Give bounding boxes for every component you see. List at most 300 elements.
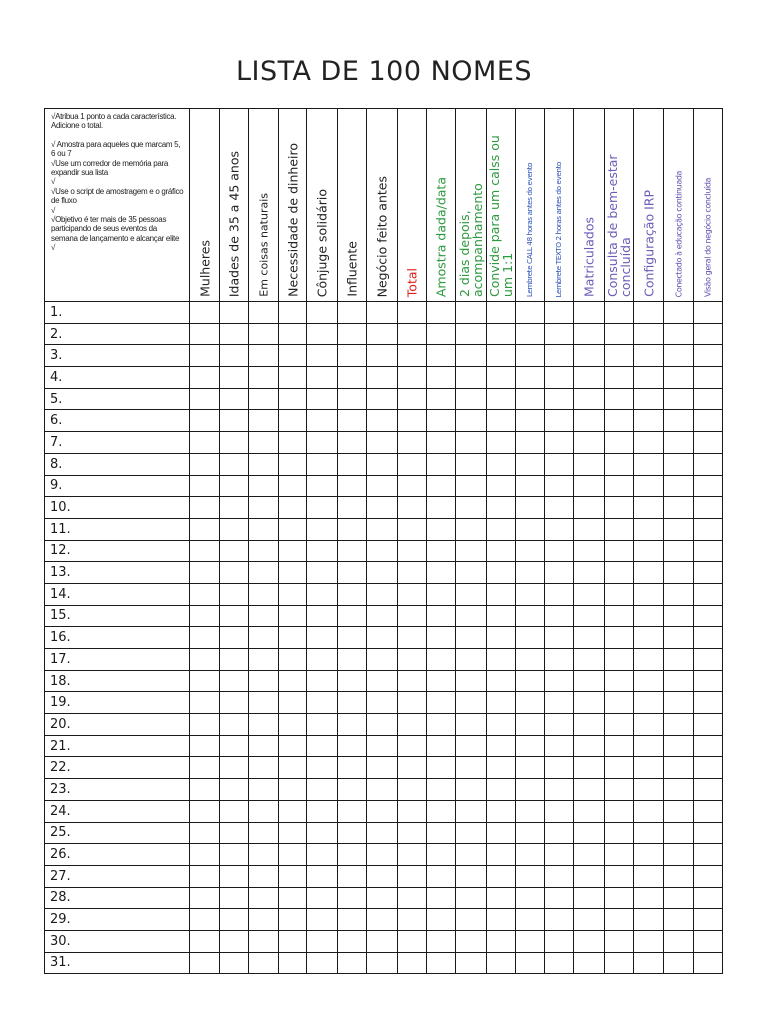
checkbox-cell[interactable]: [307, 605, 338, 627]
checkbox-cell[interactable]: [605, 518, 634, 540]
checkbox-cell[interactable]: [574, 453, 605, 475]
checkbox-cell[interactable]: [427, 735, 456, 757]
checkbox-cell[interactable]: [220, 844, 249, 866]
checkbox-cell[interactable]: [516, 367, 545, 389]
checkbox-cell[interactable]: [279, 302, 307, 324]
checkbox-cell[interactable]: [694, 518, 723, 540]
row-number-cell[interactable]: 29.: [45, 909, 190, 931]
checkbox-cell[interactable]: [279, 844, 307, 866]
row-number-cell[interactable]: 4.: [45, 367, 190, 389]
checkbox-cell[interactable]: [190, 518, 220, 540]
checkbox-cell[interactable]: [634, 518, 664, 540]
checkbox-cell[interactable]: [249, 562, 279, 584]
checkbox-cell[interactable]: [307, 865, 338, 887]
checkbox-cell[interactable]: [367, 367, 398, 389]
checkbox-cell[interactable]: [516, 800, 545, 822]
checkbox-cell[interactable]: [456, 800, 487, 822]
checkbox-cell[interactable]: [516, 540, 545, 562]
checkbox-cell[interactable]: [367, 887, 398, 909]
checkbox-cell[interactable]: [574, 887, 605, 909]
checkbox-cell[interactable]: [307, 345, 338, 367]
checkbox-cell[interactable]: [427, 670, 456, 692]
checkbox-cell[interactable]: [338, 497, 367, 519]
checkbox-cell[interactable]: [574, 302, 605, 324]
checkbox-cell[interactable]: [220, 562, 249, 584]
checkbox-cell[interactable]: [487, 909, 516, 931]
checkbox-cell[interactable]: [456, 367, 487, 389]
checkbox-cell[interactable]: [338, 562, 367, 584]
checkbox-cell[interactable]: [545, 302, 574, 324]
checkbox-cell[interactable]: [605, 887, 634, 909]
checkbox-cell[interactable]: [338, 887, 367, 909]
checkbox-cell[interactable]: [574, 800, 605, 822]
checkbox-cell[interactable]: [605, 930, 634, 952]
checkbox-cell[interactable]: [574, 779, 605, 801]
checkbox-cell[interactable]: [574, 562, 605, 584]
checkbox-cell[interactable]: [279, 497, 307, 519]
checkbox-cell[interactable]: [487, 735, 516, 757]
checkbox-cell[interactable]: [190, 302, 220, 324]
checkbox-cell[interactable]: [398, 822, 427, 844]
checkbox-cell[interactable]: [694, 670, 723, 692]
checkbox-cell[interactable]: [338, 518, 367, 540]
checkbox-cell[interactable]: [338, 909, 367, 931]
checkbox-cell[interactable]: [664, 887, 694, 909]
checkbox-cell[interactable]: [279, 692, 307, 714]
checkbox-cell[interactable]: [694, 735, 723, 757]
checkbox-cell[interactable]: [694, 497, 723, 519]
checkbox-cell[interactable]: [456, 844, 487, 866]
checkbox-cell[interactable]: [367, 540, 398, 562]
checkbox-cell[interactable]: [220, 670, 249, 692]
checkbox-cell[interactable]: [634, 605, 664, 627]
checkbox-cell[interactable]: [574, 432, 605, 454]
checkbox-cell[interactable]: [427, 757, 456, 779]
checkbox-cell[interactable]: [338, 605, 367, 627]
checkbox-cell[interactable]: [307, 822, 338, 844]
checkbox-cell[interactable]: [279, 540, 307, 562]
checkbox-cell[interactable]: [367, 865, 398, 887]
checkbox-cell[interactable]: [634, 952, 664, 974]
checkbox-cell[interactable]: [338, 865, 367, 887]
checkbox-cell[interactable]: [398, 757, 427, 779]
checkbox-cell[interactable]: [694, 930, 723, 952]
checkbox-cell[interactable]: [545, 909, 574, 931]
checkbox-cell[interactable]: [487, 714, 516, 736]
checkbox-cell[interactable]: [605, 345, 634, 367]
checkbox-cell[interactable]: [487, 692, 516, 714]
checkbox-cell[interactable]: [574, 952, 605, 974]
checkbox-cell[interactable]: [220, 649, 249, 671]
checkbox-cell[interactable]: [249, 367, 279, 389]
checkbox-cell[interactable]: [338, 930, 367, 952]
checkbox-cell[interactable]: [249, 432, 279, 454]
checkbox-cell[interactable]: [694, 887, 723, 909]
checkbox-cell[interactable]: [427, 649, 456, 671]
checkbox-cell[interactable]: [427, 518, 456, 540]
checkbox-cell[interactable]: [190, 323, 220, 345]
checkbox-cell[interactable]: [338, 714, 367, 736]
checkbox-cell[interactable]: [605, 583, 634, 605]
checkbox-cell[interactable]: [634, 627, 664, 649]
checkbox-cell[interactable]: [634, 497, 664, 519]
checkbox-cell[interactable]: [574, 909, 605, 931]
checkbox-cell[interactable]: [367, 909, 398, 931]
checkbox-cell[interactable]: [664, 345, 694, 367]
checkbox-cell[interactable]: [279, 800, 307, 822]
checkbox-cell[interactable]: [487, 887, 516, 909]
checkbox-cell[interactable]: [456, 453, 487, 475]
checkbox-cell[interactable]: [307, 302, 338, 324]
checkbox-cell[interactable]: [456, 410, 487, 432]
checkbox-cell[interactable]: [279, 453, 307, 475]
checkbox-cell[interactable]: [664, 844, 694, 866]
checkbox-cell[interactable]: [545, 475, 574, 497]
checkbox-cell[interactable]: [279, 583, 307, 605]
checkbox-cell[interactable]: [398, 410, 427, 432]
checkbox-cell[interactable]: [398, 323, 427, 345]
checkbox-cell[interactable]: [367, 822, 398, 844]
checkbox-cell[interactable]: [220, 627, 249, 649]
checkbox-cell[interactable]: [634, 692, 664, 714]
checkbox-cell[interactable]: [249, 735, 279, 757]
checkbox-cell[interactable]: [249, 388, 279, 410]
checkbox-cell[interactable]: [307, 323, 338, 345]
checkbox-cell[interactable]: [249, 909, 279, 931]
checkbox-cell[interactable]: [190, 367, 220, 389]
checkbox-cell[interactable]: [249, 800, 279, 822]
checkbox-cell[interactable]: [605, 323, 634, 345]
checkbox-cell[interactable]: [574, 692, 605, 714]
row-number-cell[interactable]: 10.: [45, 497, 190, 519]
checkbox-cell[interactable]: [545, 692, 574, 714]
checkbox-cell[interactable]: [279, 909, 307, 931]
checkbox-cell[interactable]: [367, 714, 398, 736]
checkbox-cell[interactable]: [220, 367, 249, 389]
checkbox-cell[interactable]: [279, 649, 307, 671]
checkbox-cell[interactable]: [574, 497, 605, 519]
checkbox-cell[interactable]: [487, 865, 516, 887]
checkbox-cell[interactable]: [634, 432, 664, 454]
checkbox-cell[interactable]: [190, 649, 220, 671]
checkbox-cell[interactable]: [249, 583, 279, 605]
checkbox-cell[interactable]: [574, 388, 605, 410]
checkbox-cell[interactable]: [634, 887, 664, 909]
checkbox-cell[interactable]: [398, 345, 427, 367]
checkbox-cell[interactable]: [456, 497, 487, 519]
checkbox-cell[interactable]: [545, 735, 574, 757]
checkbox-cell[interactable]: [545, 822, 574, 844]
checkbox-cell[interactable]: [545, 583, 574, 605]
checkbox-cell[interactable]: [605, 844, 634, 866]
checkbox-cell[interactable]: [307, 692, 338, 714]
checkbox-cell[interactable]: [398, 605, 427, 627]
checkbox-cell[interactable]: [398, 518, 427, 540]
checkbox-cell[interactable]: [516, 714, 545, 736]
checkbox-cell[interactable]: [279, 518, 307, 540]
checkbox-cell[interactable]: [634, 909, 664, 931]
checkbox-cell[interactable]: [574, 367, 605, 389]
checkbox-cell[interactable]: [190, 627, 220, 649]
checkbox-cell[interactable]: [605, 410, 634, 432]
checkbox-cell[interactable]: [664, 605, 694, 627]
checkbox-cell[interactable]: [694, 865, 723, 887]
row-number-cell[interactable]: 5.: [45, 388, 190, 410]
checkbox-cell[interactable]: [190, 887, 220, 909]
checkbox-cell[interactable]: [249, 887, 279, 909]
checkbox-cell[interactable]: [487, 822, 516, 844]
checkbox-cell[interactable]: [190, 909, 220, 931]
checkbox-cell[interactable]: [545, 714, 574, 736]
checkbox-cell[interactable]: [249, 475, 279, 497]
checkbox-cell[interactable]: [367, 952, 398, 974]
checkbox-cell[interactable]: [338, 432, 367, 454]
checkbox-cell[interactable]: [456, 583, 487, 605]
checkbox-cell[interactable]: [427, 367, 456, 389]
checkbox-cell[interactable]: [605, 302, 634, 324]
checkbox-cell[interactable]: [456, 649, 487, 671]
checkbox-cell[interactable]: [398, 670, 427, 692]
checkbox-cell[interactable]: [574, 865, 605, 887]
checkbox-cell[interactable]: [545, 844, 574, 866]
checkbox-cell[interactable]: [516, 323, 545, 345]
checkbox-cell[interactable]: [694, 779, 723, 801]
checkbox-cell[interactable]: [516, 930, 545, 952]
checkbox-cell[interactable]: [634, 323, 664, 345]
checkbox-cell[interactable]: [249, 692, 279, 714]
checkbox-cell[interactable]: [367, 410, 398, 432]
checkbox-cell[interactable]: [279, 410, 307, 432]
checkbox-cell[interactable]: [190, 562, 220, 584]
checkbox-cell[interactable]: [398, 583, 427, 605]
checkbox-cell[interactable]: [664, 909, 694, 931]
checkbox-cell[interactable]: [367, 670, 398, 692]
checkbox-cell[interactable]: [574, 627, 605, 649]
checkbox-cell[interactable]: [516, 627, 545, 649]
checkbox-cell[interactable]: [367, 779, 398, 801]
checkbox-cell[interactable]: [338, 649, 367, 671]
row-number-cell[interactable]: 12.: [45, 540, 190, 562]
checkbox-cell[interactable]: [574, 649, 605, 671]
checkbox-cell[interactable]: [220, 605, 249, 627]
checkbox-cell[interactable]: [516, 453, 545, 475]
checkbox-cell[interactable]: [487, 930, 516, 952]
checkbox-cell[interactable]: [574, 605, 605, 627]
checkbox-cell[interactable]: [190, 930, 220, 952]
checkbox-cell[interactable]: [456, 952, 487, 974]
checkbox-cell[interactable]: [190, 432, 220, 454]
checkbox-cell[interactable]: [516, 735, 545, 757]
checkbox-cell[interactable]: [574, 844, 605, 866]
checkbox-cell[interactable]: [664, 714, 694, 736]
checkbox-cell[interactable]: [398, 865, 427, 887]
checkbox-cell[interactable]: [190, 757, 220, 779]
checkbox-cell[interactable]: [190, 475, 220, 497]
checkbox-cell[interactable]: [545, 453, 574, 475]
checkbox-cell[interactable]: [307, 887, 338, 909]
checkbox-cell[interactable]: [307, 757, 338, 779]
checkbox-cell[interactable]: [545, 497, 574, 519]
checkbox-cell[interactable]: [338, 670, 367, 692]
checkbox-cell[interactable]: [664, 779, 694, 801]
checkbox-cell[interactable]: [664, 302, 694, 324]
checkbox-cell[interactable]: [367, 345, 398, 367]
checkbox-cell[interactable]: [279, 735, 307, 757]
checkbox-cell[interactable]: [456, 627, 487, 649]
checkbox-cell[interactable]: [545, 670, 574, 692]
checkbox-cell[interactable]: [634, 844, 664, 866]
checkbox-cell[interactable]: [190, 388, 220, 410]
checkbox-cell[interactable]: [456, 302, 487, 324]
checkbox-cell[interactable]: [487, 540, 516, 562]
checkbox-cell[interactable]: [487, 388, 516, 410]
checkbox-cell[interactable]: [190, 453, 220, 475]
checkbox-cell[interactable]: [456, 887, 487, 909]
checkbox-cell[interactable]: [220, 714, 249, 736]
checkbox-cell[interactable]: [664, 583, 694, 605]
checkbox-cell[interactable]: [694, 800, 723, 822]
checkbox-cell[interactable]: [634, 302, 664, 324]
checkbox-cell[interactable]: [694, 367, 723, 389]
checkbox-cell[interactable]: [634, 345, 664, 367]
checkbox-cell[interactable]: [220, 887, 249, 909]
checkbox-cell[interactable]: [398, 562, 427, 584]
checkbox-cell[interactable]: [220, 453, 249, 475]
checkbox-cell[interactable]: [249, 822, 279, 844]
checkbox-cell[interactable]: [307, 562, 338, 584]
checkbox-cell[interactable]: [279, 930, 307, 952]
checkbox-cell[interactable]: [367, 627, 398, 649]
checkbox-cell[interactable]: [398, 367, 427, 389]
checkbox-cell[interactable]: [220, 952, 249, 974]
checkbox-cell[interactable]: [338, 844, 367, 866]
checkbox-cell[interactable]: [190, 735, 220, 757]
checkbox-cell[interactable]: [338, 323, 367, 345]
checkbox-cell[interactable]: [427, 714, 456, 736]
checkbox-cell[interactable]: [545, 518, 574, 540]
checkbox-cell[interactable]: [279, 865, 307, 887]
checkbox-cell[interactable]: [398, 887, 427, 909]
checkbox-cell[interactable]: [279, 757, 307, 779]
checkbox-cell[interactable]: [456, 909, 487, 931]
checkbox-cell[interactable]: [279, 627, 307, 649]
checkbox-cell[interactable]: [398, 692, 427, 714]
checkbox-cell[interactable]: [545, 800, 574, 822]
checkbox-cell[interactable]: [338, 453, 367, 475]
checkbox-cell[interactable]: [307, 735, 338, 757]
checkbox-cell[interactable]: [634, 714, 664, 736]
row-number-cell[interactable]: 6.: [45, 410, 190, 432]
checkbox-cell[interactable]: [456, 735, 487, 757]
checkbox-cell[interactable]: [694, 302, 723, 324]
checkbox-cell[interactable]: [249, 497, 279, 519]
checkbox-cell[interactable]: [398, 714, 427, 736]
checkbox-cell[interactable]: [516, 345, 545, 367]
row-number-cell[interactable]: 9.: [45, 475, 190, 497]
checkbox-cell[interactable]: [307, 388, 338, 410]
checkbox-cell[interactable]: [634, 649, 664, 671]
checkbox-cell[interactable]: [545, 367, 574, 389]
checkbox-cell[interactable]: [249, 930, 279, 952]
checkbox-cell[interactable]: [516, 410, 545, 432]
checkbox-cell[interactable]: [516, 649, 545, 671]
checkbox-cell[interactable]: [456, 562, 487, 584]
checkbox-cell[interactable]: [190, 605, 220, 627]
row-number-cell[interactable]: 15.: [45, 605, 190, 627]
checkbox-cell[interactable]: [605, 605, 634, 627]
checkbox-cell[interactable]: [338, 800, 367, 822]
checkbox-cell[interactable]: [249, 649, 279, 671]
row-number-cell[interactable]: 3.: [45, 345, 190, 367]
checkbox-cell[interactable]: [398, 540, 427, 562]
checkbox-cell[interactable]: [367, 649, 398, 671]
checkbox-cell[interactable]: [398, 453, 427, 475]
checkbox-cell[interactable]: [427, 562, 456, 584]
row-number-cell[interactable]: 14.: [45, 583, 190, 605]
checkbox-cell[interactable]: [338, 779, 367, 801]
checkbox-cell[interactable]: [367, 323, 398, 345]
checkbox-cell[interactable]: [249, 302, 279, 324]
checkbox-cell[interactable]: [694, 952, 723, 974]
checkbox-cell[interactable]: [516, 432, 545, 454]
checkbox-cell[interactable]: [487, 562, 516, 584]
checkbox-cell[interactable]: [190, 345, 220, 367]
checkbox-cell[interactable]: [190, 714, 220, 736]
row-number-cell[interactable]: 20.: [45, 714, 190, 736]
checkbox-cell[interactable]: [694, 432, 723, 454]
checkbox-cell[interactable]: [634, 540, 664, 562]
checkbox-cell[interactable]: [249, 844, 279, 866]
checkbox-cell[interactable]: [487, 453, 516, 475]
checkbox-cell[interactable]: [574, 518, 605, 540]
checkbox-cell[interactable]: [694, 453, 723, 475]
checkbox-cell[interactable]: [249, 865, 279, 887]
checkbox-cell[interactable]: [574, 323, 605, 345]
checkbox-cell[interactable]: [427, 844, 456, 866]
checkbox-cell[interactable]: [664, 432, 694, 454]
checkbox-cell[interactable]: [367, 518, 398, 540]
checkbox-cell[interactable]: [516, 562, 545, 584]
checkbox-cell[interactable]: [427, 453, 456, 475]
checkbox-cell[interactable]: [427, 627, 456, 649]
checkbox-cell[interactable]: [487, 779, 516, 801]
checkbox-cell[interactable]: [605, 562, 634, 584]
checkbox-cell[interactable]: [605, 540, 634, 562]
checkbox-cell[interactable]: [487, 605, 516, 627]
checkbox-cell[interactable]: [487, 410, 516, 432]
checkbox-cell[interactable]: [220, 302, 249, 324]
checkbox-cell[interactable]: [664, 627, 694, 649]
checkbox-cell[interactable]: [545, 540, 574, 562]
row-number-cell[interactable]: 19.: [45, 692, 190, 714]
checkbox-cell[interactable]: [574, 345, 605, 367]
checkbox-cell[interactable]: [605, 757, 634, 779]
checkbox-cell[interactable]: [249, 540, 279, 562]
checkbox-cell[interactable]: [605, 735, 634, 757]
checkbox-cell[interactable]: [367, 497, 398, 519]
checkbox-cell[interactable]: [427, 345, 456, 367]
checkbox-cell[interactable]: [427, 930, 456, 952]
checkbox-cell[interactable]: [516, 302, 545, 324]
checkbox-cell[interactable]: [367, 692, 398, 714]
checkbox-cell[interactable]: [634, 757, 664, 779]
checkbox-cell[interactable]: [367, 475, 398, 497]
checkbox-cell[interactable]: [694, 757, 723, 779]
checkbox-cell[interactable]: [190, 410, 220, 432]
checkbox-cell[interactable]: [634, 583, 664, 605]
checkbox-cell[interactable]: [664, 388, 694, 410]
checkbox-cell[interactable]: [574, 583, 605, 605]
